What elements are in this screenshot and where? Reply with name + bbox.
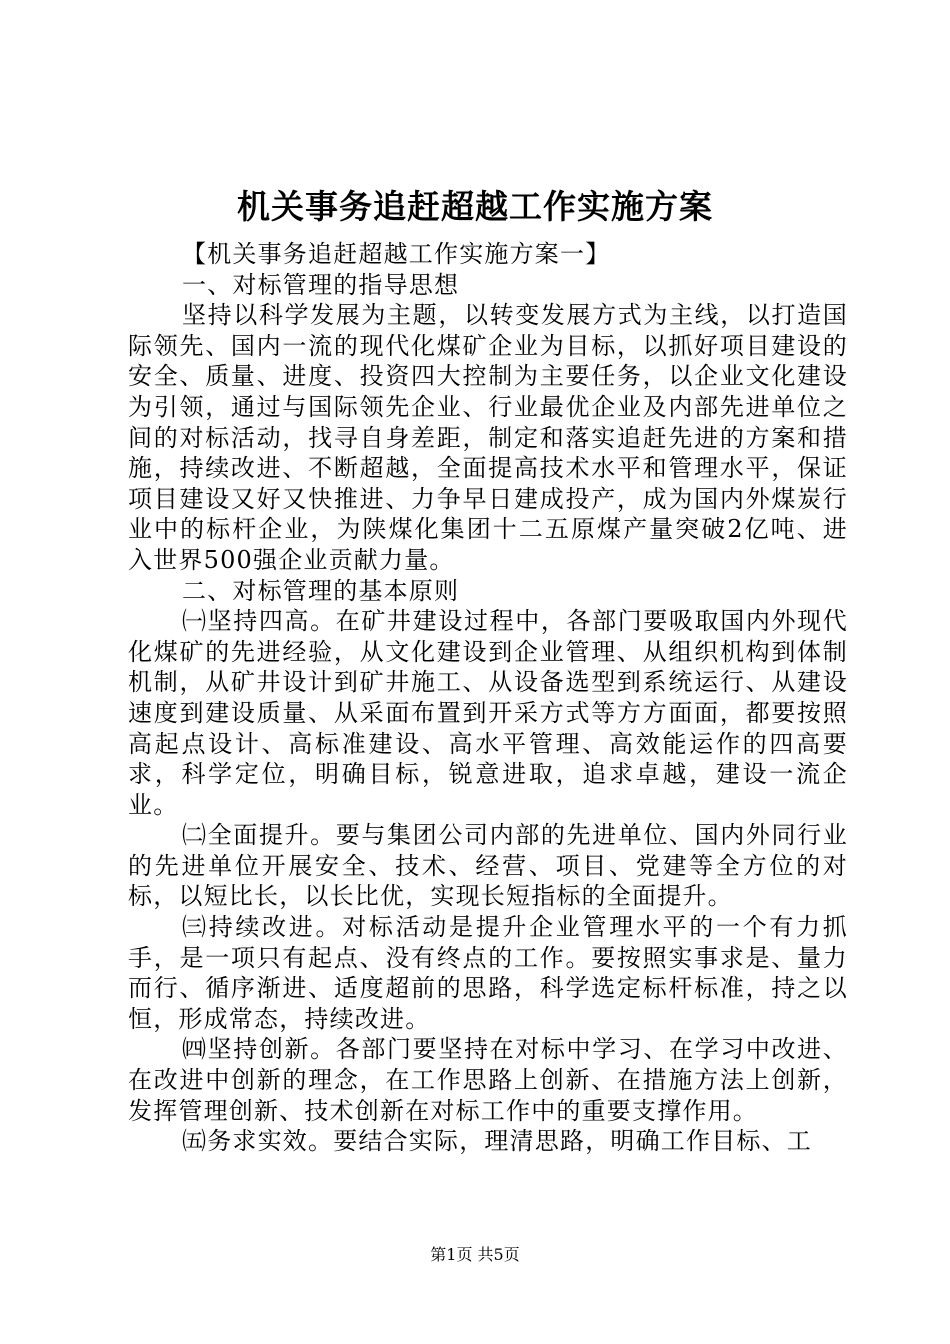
- document-body: [128, 239, 848, 1157]
- body-paragraph: 坚持以科学发展为主题，以转变发展方式为主线，以打造国际领先、国内一流的现代化煤矿企业为目标，以抓好项目建设的安全、质量、进度、投资四大控制为主要任务，以企业文化建设为引领，通过与国际领先企业、行业最优企业及内部先进单位之间的对标活动，找寻自身差距，制定和落实追赶先进的方案和措施，持续改进、不断超越，全面提高技术水平和管理水平，保证项目建设又好又快推进、力争早日建成投产，成为国内外煤炭行业中的标杆企业，为陕煤化集团十二五原煤产量突破2亿吨、进入世界500强企业贡献力量。: [128, 301, 848, 574]
- subtitle-paragraph: 【机关事务追赶超越工作实施方案一】: [182, 240, 611, 268]
- body-paragraph: ㈠坚持四高。在矿井建设过程中，各部门要吸取国内外现代化煤矿的先进经验，从文化建设到企业管理、从组织机构到体制机制，从矿井设计到矿井施工、从设备选型到系统运行、从建设速度到建设质量、从采面布置到开采方式等方方面面，都要按照高起点设计、高标准建设、高水平管理、高效能运作的四高要求，科学定位，明确目标，锐意进取，追求卓越，建设一流企业。: [128, 607, 848, 819]
- body-paragraph: ㈣坚持创新。各部门要坚持在对标中学习、在学习中改进、在改进中创新的理念，在工作思路上创新、在措施方法上创新，发挥管理创新、技术创新在对标工作中的重要支撑作用。: [128, 1035, 848, 1125]
- body-paragraph: ㈤务求实效。要结合实际，理清思路，明确工作目标、工: [182, 1127, 812, 1156]
- section-heading-1: 一、对标管理的指导思想: [182, 270, 460, 299]
- body-paragraph: ㈡全面提升。要与集团公司内部的先进单位、国内外同行业的先进单位开展安全、技术、经营、项目、党建等全方位的对标，以短比长，以长比优，实现长短指标的全面提升。: [128, 821, 848, 911]
- document-title: 机关事务追赶超越工作实施方案: [237, 187, 713, 226]
- page-footer: 第1页 共5页: [430, 1245, 520, 1264]
- body-paragraph: ㈢持续改进。对标活动是提升企业管理水平的一个有力抓手，是一项只有起点、没有终点的工作。要按照实事求是、量力而行、循序渐进、适度超前的思路，科学选定标杆标准，持之以恒，形成常态，持续改进。: [128, 913, 848, 1033]
- section-heading-2: 二、对标管理的基本原则: [182, 576, 460, 605]
